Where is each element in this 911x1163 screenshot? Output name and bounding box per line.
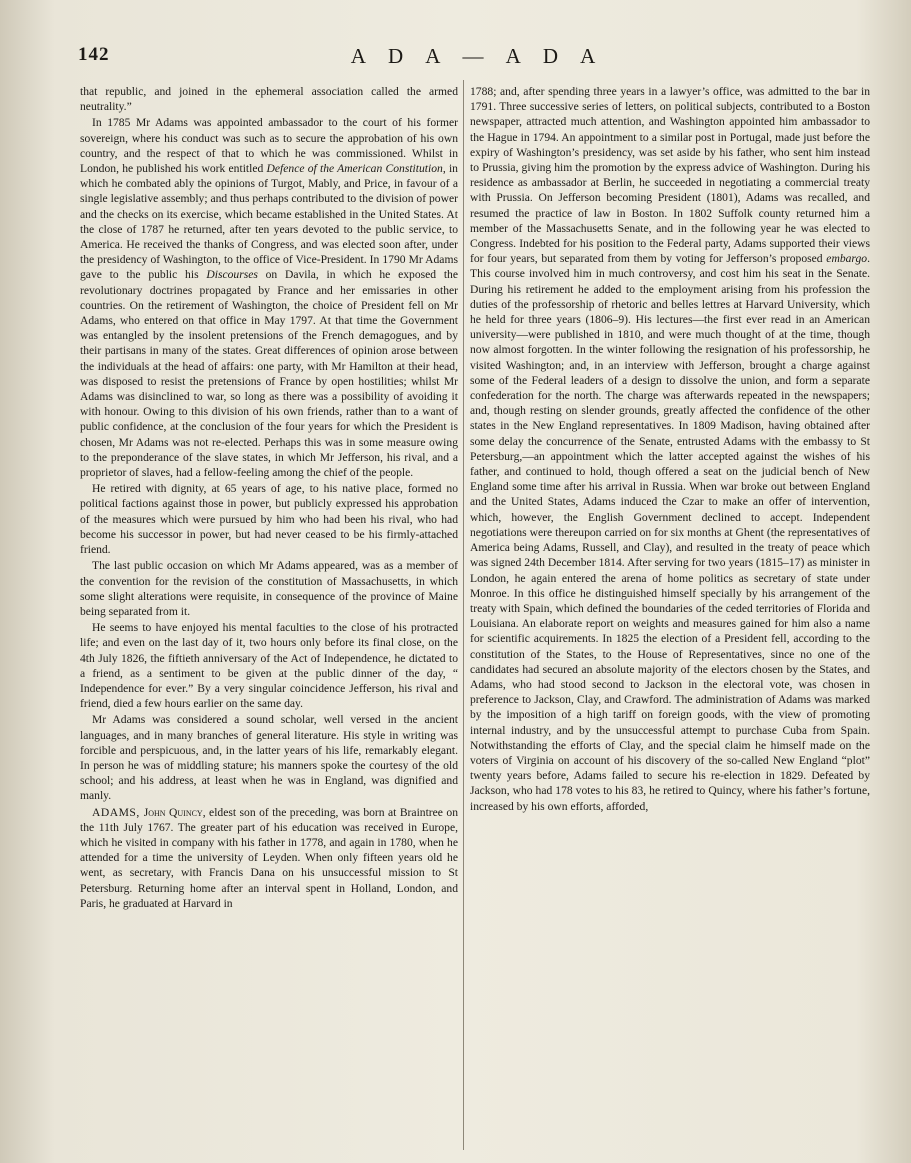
- text-run: . This course involved him in much controversy, and cost him his seat in the Senate. During his retirement he added to the employment arising from his profession the duties of the professorship of rhetoric and belles lettres at Harvard University, which he held for three years (1806–9). His lectures—the first ever read in an American university—were published in 1810, and were much thought of at the time, though now almost forgotten. In the winter following the resignation of his professorship, he visited Washington; and, in an interview with Jefferson, brought a charge against some of the Federal leaders of a design to dissolve the union, and form a separate confederation for the north. The charge was afterwards repeated in the newspapers; and, though resting on slender grounds, greatly affected the confidence of the other states in the New England representatives. In 1809 Madison, having obtained after some delay the concurrence of the Senate, entrusted Adams with the embassy to St Petersburg,—an appointment which the latter accepted against the wishes of his father, and continued to hold, though offered a seat on the judicial bench of New England some time after his arrival in Russia. When war broke out between England and the United States, Adams induced the Czar to make an offer of intervention, which, however, the English Government declined to accept. Independent negotiations were thereupon carried on for six months at Ghent (the representatives of America being Adams, Russell, and Clay), and resulted in the treaty of peace which was signed 24th December 1814. After serving for two years (1815–17) as minister in London, he again entered the arena of home politics as secretary of state under Monroe. In this office he distinguished himself specially by his arrangement of the treaty with Spain, which defined the boundaries of the ceded territories of Florida and Louisiana. An elaborate report on weights and measures gained for him also a name for scientific acquirements. In 1825 the election of a President fell, according to the constitution of the States, to the House of Representatives, since no one of the candidates had secured an absolute majority of the electors chosen by the States, and Adams, who had stood second to Jackson in the electoral vote, was chosen in preference to Jackson, Clay, and Crawford. The administration of Adams was marked by the imposition of a high tariff on foreign goods, with the view of promoting internal industry, and by the unsuccessful attempt to purchase Cuba from Spain. Notwithstanding the efforts of Clay, and the special claim he himself made on the voters of Virginia on account of his discovery of the so-called New England “plot” twenty years before, Adams failed to secure his re-election in 1829. Defeated by Jackson, who had 178 votes to his 83, he retired to Quincy, where his father’s fortune, increased by his own efforts, afforded,: [470, 252, 870, 813]
- paragraph: [470, 84, 870, 814]
- text-run: on Davila, in which he exposed the revolutionary doctrines propagated by France and her emissaries in other countries. On the retirement of Washington, the choice of President fell on Mr Adams, who entered on that office in May 1797. At that time the Government was entangled by the insolent pretensions of the French demagogues, and by their partisans in many of the states. Great differences of opinion arose between the individuals at the head of affairs: one party, with Mr Hamilton at their head, was disposed to resist the pretensions of France by open hostilities; whilst Mr Adams was disinclined to war, so long as there was a possibility of avoiding it with honour. Owing to this division of his own friends, rather than to a want of public confidence, at the conclusion of the four years for which the President is chosen, Mr Adams was not re-elected. Perhaps this was in some measure owing to the preponderance of the slave states, in which Mr Jefferson, his rival, and a proprietor of slaves, had a fellow-feeling among the chief of the people.: [80, 268, 458, 480]
- book-title-italic: Discourses: [206, 268, 258, 282]
- left-column: [80, 84, 458, 911]
- paragraph: [80, 115, 458, 480]
- paragraph: He retired with dignity, at 65 years of age, to his native place, formed no political factions against those in power, but publicly expressed his approbation of the measures which were pursued by him who had been his rival, who had become his successor in power, but had never ceased to be his firmly-attached friend.: [80, 482, 458, 557]
- paragraph: The last public occasion on which Mr Adams appeared, was as a member of the convention for the revision of the constitution of Massachusetts, in which some slight alterations were requisite, in consequence of the province of Maine being separated from it.: [80, 559, 458, 618]
- entry-name: John Quincy: [143, 805, 203, 819]
- entry-paragraph: [80, 805, 458, 911]
- page-header: [78, 44, 877, 74]
- page-number: 142: [78, 44, 110, 65]
- text-run: , in which he combated ably the opinions of Turgot, Mably, and Price, in favour of a single legislative assembly; and thus perhaps contributed to the division of power and the checks on its exercise, which became established in the United States. At the close of 1787 he returned, after ten years devoted to the public service, to America. He received the thanks of Congress, and was elected soon after, under the presidency of Washington, to the office of Vice-President. In 1790 Mr Adams gave to the public his: [80, 162, 458, 282]
- running-head: A D A — A D A: [350, 44, 605, 68]
- entry-heading: ADAMS,: [92, 805, 144, 819]
- paragraph: Mr Adams was considered a sound scholar, well versed in the ancient languages, and in many branches of general literature. His style in writing was forcible and perspicuous, and, in the latter years of his life, remarkably elegant. In person he was of middling stature; his manners spoke the courtesy of the old school; and his address, at least when he was in England, was dignified and manly.: [80, 713, 458, 803]
- paragraph: He seems to have enjoyed his mental faculties to the close of his protracted life; and even on the last day of it, two hours only before its final close, on the 4th July 1826, the fiftieth anniversary of the Act of Independence, he dictated to a friend, as a sentiment to be given at the public dinner of the day, “ Independence for ever.” By a very singular coincidence Jefferson, his rival and friend, died a few hours earlier on the same day.: [80, 621, 458, 711]
- column-divider: [463, 80, 464, 1150]
- text-run: In 1785 Mr Adams was appointed ambassador to the court of his former sovereign, where his conduct was such as to secure the approbation of his own country, and the respect of that to which he was commissioned. Whilst in London, he published his work entitled: [80, 116, 458, 176]
- book-title-italic: Defence of the American Constitution: [266, 162, 443, 176]
- text-run: 1788; and, after spending three years in a lawyer’s office, was admitted to the bar in 1791. Three successive series of letters, on political subjects, contributed to a Boston newspaper, attracted much attention, and Washington appointed him ambassador to the Hague in 1794. An appointment to a similar post in Portugal, made just before the expiry of Washington’s presidency, was set aside by his father, who sent him instead to Prussia, giving him the promotion by the express advice of Washington. During his residence as ambassador at Berlin, he succeeded in negotiating a commercial treaty with Prussia. On Jefferson becoming President (1801), Adams was recalled, and resumed the practice of law in Boston. In 1802 Suffolk county returned him a member of the Massachusetts Senate, and in the following year he was elected to Congress. Indebted for his position to the Federal party, Adams supported their views for four years, but separated from them by voting for Jefferson’s proposed: [470, 85, 870, 266]
- paragraph: that republic, and joined in the ephemeral association called the armed neutrality.”: [80, 85, 458, 114]
- italic-term: embargo: [826, 252, 868, 266]
- right-column: [470, 84, 870, 814]
- text-run: , eldest son of the preceding, was born at Braintree on the 11th July 1767. The greater part of his education was received in Europe, which he visited in company with his father in 1778, and again in 1780, when he attended for a time the university of Leyden. When only fifteen years old he went, as secretary, with Francis Dana on his unsuccessful mission to St Petersburg. Returning home after an interval spent in Holland, London, and Paris, he graduated at Harvard in: [80, 805, 458, 910]
